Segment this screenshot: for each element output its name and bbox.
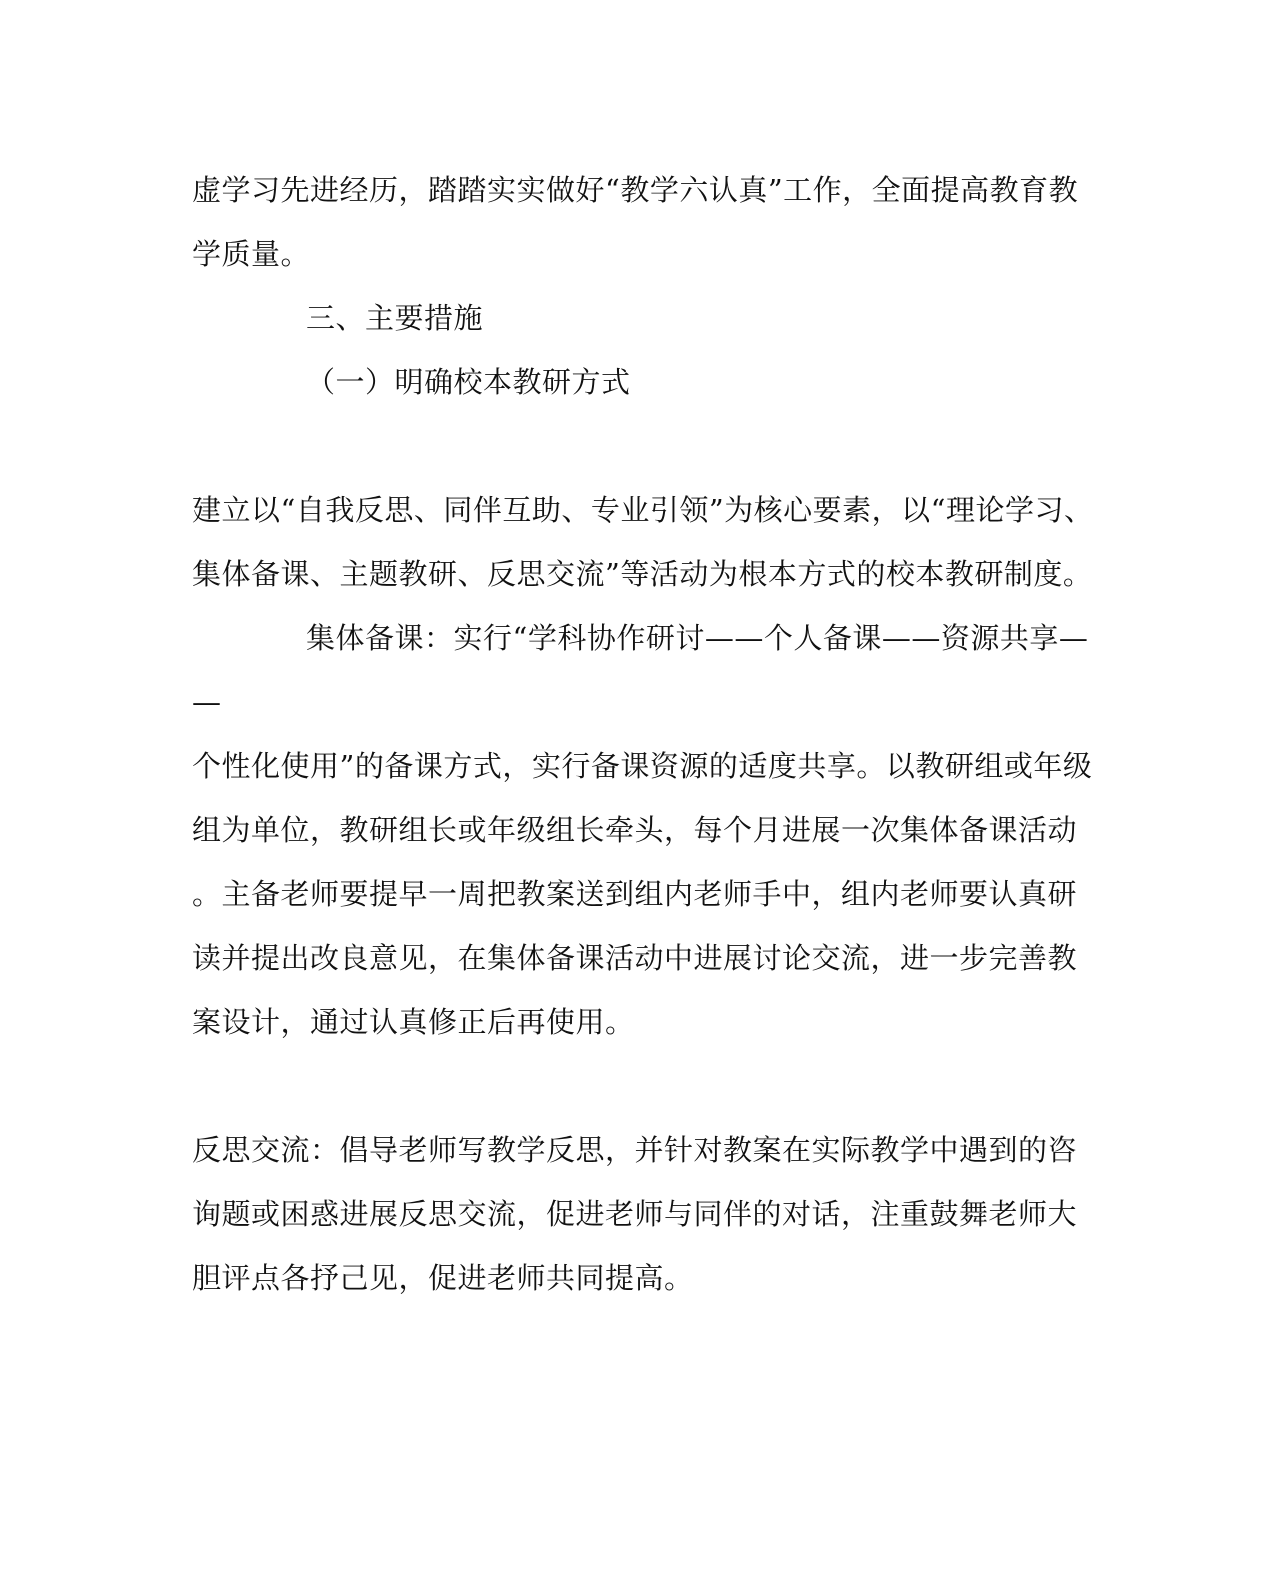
- body-text-line: 询题或困惑进展反思交流，促进老师与同伴的对话，注重鼓舞老师大: [192, 1197, 1078, 1231]
- body-text-line: 反思交流：倡导老师写教学反思，并针对教案在实际教学中遇到的咨: [192, 1133, 1078, 1167]
- body-text-line: 个性化使用”的备课方式，实行备课资源的适度共享。以教研组或年级: [192, 749, 1093, 783]
- section-heading: 三、主要措施: [306, 301, 484, 335]
- body-text-line: —: [192, 685, 222, 719]
- body-text-line: 读并提出改良意见，在集体备课活动中进展讨论交流，进一步完善教: [192, 941, 1078, 975]
- body-text-line: 组为单位，教研组长或年级组长牵头，每个月进展一次集体备课活动: [192, 813, 1078, 847]
- body-text-line: 集体备课、主题教研、反思交流”等活动为根本方式的校本教研制度。: [192, 557, 1093, 591]
- body-text-line: 案设计，通过认真修正后再使用。: [192, 1005, 635, 1039]
- body-text-line: 胆评点各抒己见，促进老师共同提高。: [192, 1261, 694, 1295]
- body-text-line: 学质量。: [192, 237, 311, 271]
- body-text-line: 。主备老师要提早一周把教案送到组内老师手中，组内老师要认真研: [192, 877, 1078, 911]
- subsection-heading: （一）明确校本教研方式: [306, 365, 631, 399]
- body-text-line: 建立以“自我反思、同伴互助、专业引领”为核心要素，以“理论学习、: [192, 493, 1094, 527]
- body-text-line: 集体备课：实行“学科协作研讨——个人备课——资源共享—: [306, 621, 1089, 655]
- body-text-line: 虚学习先进经历，踏踏实实做好“教学六认真”工作，全面提高教育教: [192, 173, 1079, 207]
